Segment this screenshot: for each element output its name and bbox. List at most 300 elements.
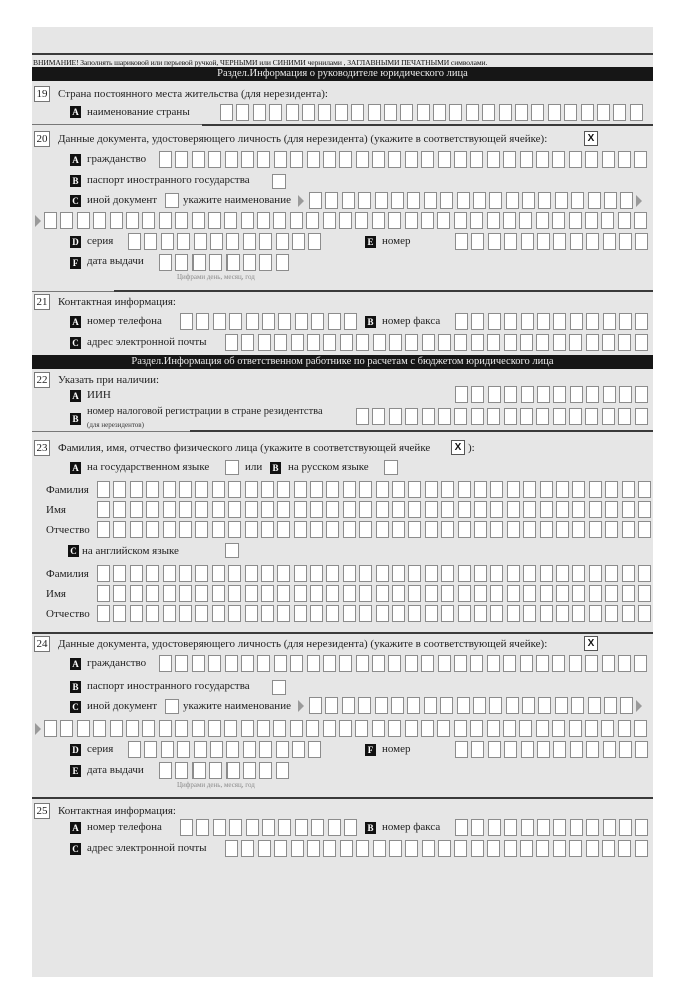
char-cell[interactable] bbox=[405, 151, 418, 168]
char-cell[interactable] bbox=[192, 151, 205, 168]
char-cell[interactable] bbox=[438, 334, 451, 351]
char-cell[interactable] bbox=[355, 212, 368, 229]
char-cell[interactable] bbox=[586, 313, 599, 330]
char-cell[interactable] bbox=[323, 655, 336, 672]
char-cell[interactable] bbox=[553, 233, 566, 250]
char-cell[interactable] bbox=[389, 408, 402, 425]
char-cell[interactable] bbox=[376, 501, 389, 518]
char-cell[interactable] bbox=[589, 521, 602, 538]
char-cell[interactable] bbox=[602, 655, 615, 672]
char-cell[interactable] bbox=[340, 334, 353, 351]
char-cell[interactable] bbox=[523, 605, 536, 622]
char-cell[interactable] bbox=[391, 192, 404, 209]
char-cell[interactable] bbox=[571, 697, 584, 714]
char-cell[interactable] bbox=[441, 521, 454, 538]
char-cell[interactable] bbox=[602, 840, 615, 857]
char-cell[interactable] bbox=[520, 334, 533, 351]
char-cell[interactable] bbox=[159, 720, 172, 737]
char-cell[interactable] bbox=[425, 605, 438, 622]
char-cell[interactable] bbox=[212, 521, 225, 538]
char-cell[interactable] bbox=[356, 408, 369, 425]
char-cell[interactable] bbox=[163, 481, 176, 498]
char-cell[interactable] bbox=[388, 655, 401, 672]
char-cell[interactable] bbox=[454, 655, 467, 672]
char-cell[interactable] bbox=[97, 585, 110, 602]
char-cell[interactable] bbox=[278, 819, 291, 836]
char-cell[interactable] bbox=[422, 334, 435, 351]
char-cell[interactable] bbox=[588, 697, 601, 714]
char-cell[interactable] bbox=[180, 313, 193, 330]
char-cell[interactable] bbox=[163, 501, 176, 518]
char-cell[interactable] bbox=[241, 720, 254, 737]
char-cell[interactable] bbox=[291, 840, 304, 857]
char-cell[interactable] bbox=[569, 334, 582, 351]
char-cell[interactable] bbox=[471, 313, 484, 330]
char-cell[interactable] bbox=[604, 697, 617, 714]
char-cell[interactable] bbox=[130, 585, 143, 602]
char-cell[interactable] bbox=[552, 212, 565, 229]
char-cell[interactable] bbox=[605, 501, 618, 518]
char-cell[interactable] bbox=[507, 585, 520, 602]
char-cell[interactable] bbox=[278, 313, 291, 330]
char-cell[interactable] bbox=[261, 481, 274, 498]
char-cell[interactable] bbox=[520, 655, 533, 672]
char-cell[interactable] bbox=[195, 605, 208, 622]
char-cell[interactable] bbox=[209, 762, 222, 779]
char-cell[interactable] bbox=[277, 585, 290, 602]
char-cell[interactable] bbox=[586, 334, 599, 351]
char-cell[interactable] bbox=[487, 334, 500, 351]
char-cell[interactable] bbox=[570, 233, 583, 250]
char-cell[interactable] bbox=[308, 741, 321, 758]
char-cell[interactable] bbox=[243, 233, 256, 250]
char-cell[interactable] bbox=[572, 481, 585, 498]
char-cell[interactable] bbox=[241, 334, 254, 351]
char-cell[interactable] bbox=[585, 408, 598, 425]
char-cell[interactable] bbox=[229, 819, 242, 836]
char-cell[interactable] bbox=[473, 192, 486, 209]
char-cell[interactable] bbox=[489, 192, 502, 209]
char-cell[interactable] bbox=[589, 605, 602, 622]
char-cell[interactable] bbox=[323, 334, 336, 351]
char-cell[interactable] bbox=[144, 741, 157, 758]
char-cell[interactable] bbox=[471, 819, 484, 836]
char-cell[interactable] bbox=[638, 565, 651, 582]
char-cell[interactable] bbox=[113, 585, 126, 602]
char-cell[interactable] bbox=[504, 819, 517, 836]
char-cell[interactable] bbox=[622, 481, 635, 498]
char-cell[interactable] bbox=[359, 521, 372, 538]
char-cell[interactable] bbox=[488, 313, 501, 330]
char-cell[interactable] bbox=[618, 212, 631, 229]
char-cell[interactable] bbox=[159, 655, 172, 672]
char-cell[interactable] bbox=[630, 104, 643, 121]
doc-name-cells-continued[interactable] bbox=[44, 720, 650, 737]
char-cell[interactable] bbox=[146, 605, 159, 622]
char-cell[interactable] bbox=[556, 481, 569, 498]
char-cell[interactable] bbox=[503, 212, 516, 229]
char-cell[interactable] bbox=[466, 104, 479, 121]
name-en-cells[interactable] bbox=[97, 585, 654, 602]
doc-name-cells[interactable] bbox=[309, 697, 637, 714]
char-cell[interactable] bbox=[440, 192, 453, 209]
char-cell[interactable] bbox=[290, 212, 303, 229]
char-cell[interactable] bbox=[146, 501, 159, 518]
char-cell[interactable] bbox=[328, 313, 341, 330]
char-cell[interactable] bbox=[487, 212, 500, 229]
char-cell[interactable] bbox=[425, 565, 438, 582]
char-cell[interactable] bbox=[368, 104, 381, 121]
char-cell[interactable] bbox=[521, 313, 534, 330]
issue-date-cells[interactable] bbox=[159, 254, 292, 271]
char-cell[interactable] bbox=[110, 720, 123, 737]
char-cell[interactable] bbox=[257, 212, 270, 229]
char-cell[interactable] bbox=[585, 151, 598, 168]
char-cell[interactable] bbox=[570, 313, 583, 330]
char-cell[interactable] bbox=[144, 233, 157, 250]
char-cell[interactable] bbox=[458, 481, 471, 498]
char-cell[interactable] bbox=[589, 585, 602, 602]
char-cell[interactable] bbox=[192, 655, 205, 672]
char-cell[interactable] bbox=[555, 697, 568, 714]
char-cell[interactable] bbox=[246, 313, 259, 330]
char-cell[interactable] bbox=[471, 840, 484, 857]
char-cell[interactable] bbox=[306, 212, 319, 229]
char-cell[interactable] bbox=[343, 501, 356, 518]
char-cell[interactable] bbox=[634, 720, 647, 737]
char-cell[interactable] bbox=[113, 501, 126, 518]
char-cell[interactable] bbox=[499, 104, 512, 121]
char-cell[interactable] bbox=[455, 313, 468, 330]
char-cell[interactable] bbox=[503, 720, 516, 737]
char-cell[interactable] bbox=[454, 151, 467, 168]
iin-cells[interactable] bbox=[455, 386, 652, 403]
char-cell[interactable] bbox=[408, 565, 421, 582]
char-cell[interactable] bbox=[344, 313, 357, 330]
char-cell[interactable] bbox=[175, 720, 188, 737]
char-cell[interactable] bbox=[454, 212, 467, 229]
char-cell[interactable] bbox=[273, 720, 286, 737]
char-cell[interactable] bbox=[605, 565, 618, 582]
char-cell[interactable] bbox=[277, 501, 290, 518]
char-cell[interactable] bbox=[226, 233, 239, 250]
char-cell[interactable] bbox=[601, 720, 614, 737]
char-cell[interactable] bbox=[60, 720, 73, 737]
char-cell[interactable] bbox=[422, 408, 435, 425]
char-cell[interactable] bbox=[311, 819, 324, 836]
char-cell[interactable] bbox=[487, 840, 500, 857]
name-cells[interactable] bbox=[97, 501, 654, 518]
char-cell[interactable] bbox=[146, 565, 159, 582]
char-cell[interactable] bbox=[540, 565, 553, 582]
char-cell[interactable] bbox=[210, 741, 223, 758]
char-cell[interactable] bbox=[408, 481, 421, 498]
char-cell[interactable] bbox=[290, 720, 303, 737]
char-cell[interactable] bbox=[307, 151, 320, 168]
char-cell[interactable] bbox=[376, 565, 389, 582]
char-cell[interactable] bbox=[553, 840, 566, 857]
russian-language-checkbox[interactable] bbox=[384, 460, 398, 475]
char-cell[interactable] bbox=[556, 605, 569, 622]
char-cell[interactable] bbox=[441, 565, 454, 582]
char-cell[interactable] bbox=[455, 819, 468, 836]
char-cell[interactable] bbox=[408, 585, 421, 602]
char-cell[interactable] bbox=[323, 720, 336, 737]
char-cell[interactable] bbox=[421, 212, 434, 229]
char-cell[interactable] bbox=[294, 585, 307, 602]
char-cell[interactable] bbox=[159, 212, 172, 229]
char-cell[interactable] bbox=[553, 334, 566, 351]
char-cell[interactable] bbox=[310, 585, 323, 602]
char-cell[interactable] bbox=[482, 104, 495, 121]
char-cell[interactable] bbox=[602, 408, 615, 425]
char-cell[interactable] bbox=[276, 233, 289, 250]
char-cell[interactable] bbox=[308, 233, 321, 250]
char-cell[interactable] bbox=[408, 501, 421, 518]
char-cell[interactable] bbox=[586, 233, 599, 250]
char-cell[interactable] bbox=[638, 605, 651, 622]
char-cell[interactable] bbox=[179, 481, 192, 498]
char-cell[interactable] bbox=[519, 212, 532, 229]
char-cell[interactable] bbox=[536, 408, 549, 425]
char-cell[interactable] bbox=[179, 605, 192, 622]
char-cell[interactable] bbox=[245, 565, 258, 582]
char-cell[interactable] bbox=[110, 212, 123, 229]
char-cell[interactable] bbox=[407, 697, 420, 714]
char-cell[interactable] bbox=[259, 233, 272, 250]
char-cell[interactable] bbox=[376, 605, 389, 622]
char-cell[interactable] bbox=[245, 605, 258, 622]
char-cell[interactable] bbox=[161, 233, 174, 250]
char-cell[interactable] bbox=[619, 741, 632, 758]
char-cell[interactable] bbox=[522, 192, 535, 209]
char-cell[interactable] bbox=[553, 741, 566, 758]
char-cell[interactable] bbox=[540, 605, 553, 622]
char-cell[interactable] bbox=[520, 840, 533, 857]
char-cell[interactable] bbox=[126, 212, 139, 229]
char-cell[interactable] bbox=[618, 720, 631, 737]
char-cell[interactable] bbox=[474, 585, 487, 602]
char-cell[interactable] bbox=[228, 501, 241, 518]
doc-name-cells[interactable] bbox=[309, 192, 637, 209]
char-cell[interactable] bbox=[487, 720, 500, 737]
char-cell[interactable] bbox=[163, 565, 176, 582]
char-cell[interactable] bbox=[487, 151, 500, 168]
char-cell[interactable] bbox=[488, 741, 501, 758]
char-cell[interactable] bbox=[192, 212, 205, 229]
char-cell[interactable] bbox=[471, 233, 484, 250]
char-cell[interactable] bbox=[540, 501, 553, 518]
char-cell[interactable] bbox=[226, 762, 240, 779]
char-cell[interactable] bbox=[619, 386, 632, 403]
char-cell[interactable] bbox=[294, 605, 307, 622]
char-cell[interactable] bbox=[622, 585, 635, 602]
char-cell[interactable] bbox=[421, 151, 434, 168]
char-cell[interactable] bbox=[60, 212, 73, 229]
char-cell[interactable] bbox=[490, 565, 503, 582]
char-cell[interactable] bbox=[422, 840, 435, 857]
char-cell[interactable] bbox=[342, 192, 355, 209]
char-cell[interactable] bbox=[634, 212, 647, 229]
char-cell[interactable] bbox=[384, 104, 397, 121]
char-cell[interactable] bbox=[44, 212, 57, 229]
char-cell[interactable] bbox=[310, 565, 323, 582]
char-cell[interactable] bbox=[262, 819, 275, 836]
char-cell[interactable] bbox=[146, 481, 159, 498]
char-cell[interactable] bbox=[335, 104, 348, 121]
char-cell[interactable] bbox=[228, 585, 241, 602]
char-cell[interactable] bbox=[373, 334, 386, 351]
series-cells[interactable] bbox=[128, 233, 325, 250]
char-cell[interactable] bbox=[195, 501, 208, 518]
char-cell[interactable] bbox=[258, 840, 271, 857]
char-cell[interactable] bbox=[437, 720, 450, 737]
char-cell[interactable] bbox=[440, 697, 453, 714]
char-cell[interactable] bbox=[146, 521, 159, 538]
char-cell[interactable] bbox=[375, 192, 388, 209]
char-cell[interactable] bbox=[325, 697, 338, 714]
char-cell[interactable] bbox=[635, 741, 648, 758]
char-cell[interactable] bbox=[372, 151, 385, 168]
char-cell[interactable] bbox=[405, 212, 418, 229]
char-cell[interactable] bbox=[277, 521, 290, 538]
char-cell[interactable] bbox=[536, 720, 549, 737]
char-cell[interactable] bbox=[537, 741, 550, 758]
char-cell[interactable] bbox=[225, 655, 238, 672]
foreign-passport-checkbox[interactable] bbox=[272, 174, 286, 189]
char-cell[interactable] bbox=[228, 605, 241, 622]
char-cell[interactable] bbox=[622, 605, 635, 622]
char-cell[interactable] bbox=[638, 481, 651, 498]
char-cell[interactable] bbox=[225, 334, 238, 351]
char-cell[interactable] bbox=[175, 254, 188, 271]
char-cell[interactable] bbox=[521, 233, 534, 250]
char-cell[interactable] bbox=[589, 565, 602, 582]
char-cell[interactable] bbox=[441, 501, 454, 518]
char-cell[interactable] bbox=[295, 819, 308, 836]
char-cell[interactable] bbox=[407, 192, 420, 209]
char-cell[interactable] bbox=[323, 151, 336, 168]
char-cell[interactable] bbox=[261, 605, 274, 622]
char-cell[interactable] bbox=[177, 741, 190, 758]
char-cell[interactable] bbox=[261, 521, 274, 538]
char-cell[interactable] bbox=[471, 741, 484, 758]
char-cell[interactable] bbox=[635, 233, 648, 250]
char-cell[interactable] bbox=[257, 151, 270, 168]
char-cell[interactable] bbox=[359, 501, 372, 518]
char-cell[interactable] bbox=[569, 212, 582, 229]
char-cell[interactable] bbox=[504, 741, 517, 758]
char-cell[interactable] bbox=[343, 481, 356, 498]
tax-registration-cells[interactable] bbox=[356, 408, 651, 425]
char-cell[interactable] bbox=[405, 720, 418, 737]
char-cell[interactable] bbox=[225, 151, 238, 168]
number-cells[interactable] bbox=[455, 233, 652, 250]
char-cell[interactable] bbox=[208, 151, 221, 168]
char-cell[interactable] bbox=[523, 565, 536, 582]
char-cell[interactable] bbox=[540, 481, 553, 498]
char-cell[interactable] bbox=[619, 233, 632, 250]
char-cell[interactable] bbox=[257, 655, 270, 672]
char-cell[interactable] bbox=[487, 655, 500, 672]
char-cell[interactable] bbox=[302, 104, 315, 121]
char-cell[interactable] bbox=[261, 585, 274, 602]
char-cell[interactable] bbox=[113, 605, 126, 622]
char-cell[interactable] bbox=[515, 104, 528, 121]
char-cell[interactable] bbox=[458, 565, 471, 582]
char-cell[interactable] bbox=[208, 212, 221, 229]
patronymic-en-cells[interactable] bbox=[97, 605, 654, 622]
char-cell[interactable] bbox=[618, 655, 631, 672]
char-cell[interactable] bbox=[438, 840, 451, 857]
char-cell[interactable] bbox=[97, 521, 110, 538]
char-cell[interactable] bbox=[306, 720, 319, 737]
char-cell[interactable] bbox=[425, 585, 438, 602]
char-cell[interactable] bbox=[228, 521, 241, 538]
char-cell[interactable] bbox=[392, 501, 405, 518]
char-cell[interactable] bbox=[581, 104, 594, 121]
char-cell[interactable] bbox=[455, 233, 468, 250]
char-cell[interactable] bbox=[356, 655, 369, 672]
char-cell[interactable] bbox=[552, 151, 565, 168]
char-cell[interactable] bbox=[351, 104, 364, 121]
char-cell[interactable] bbox=[391, 697, 404, 714]
char-cell[interactable] bbox=[537, 819, 550, 836]
char-cell[interactable] bbox=[635, 334, 648, 351]
char-cell[interactable] bbox=[588, 192, 601, 209]
char-cell[interactable] bbox=[536, 655, 549, 672]
char-cell[interactable] bbox=[618, 840, 631, 857]
char-cell[interactable] bbox=[339, 720, 352, 737]
char-cell[interactable] bbox=[490, 521, 503, 538]
char-cell[interactable] bbox=[224, 212, 237, 229]
char-cell[interactable] bbox=[504, 313, 517, 330]
char-cell[interactable] bbox=[359, 565, 372, 582]
char-cell[interactable] bbox=[93, 212, 106, 229]
char-cell[interactable] bbox=[470, 655, 483, 672]
fax-cells[interactable] bbox=[455, 313, 652, 330]
char-cell[interactable] bbox=[163, 605, 176, 622]
doc-name-cells-continued[interactable] bbox=[44, 212, 650, 229]
char-cell[interactable] bbox=[556, 501, 569, 518]
char-cell[interactable] bbox=[220, 104, 233, 121]
char-cell[interactable] bbox=[277, 605, 290, 622]
char-cell[interactable] bbox=[311, 313, 324, 330]
char-cell[interactable] bbox=[488, 819, 501, 836]
char-cell[interactable] bbox=[376, 481, 389, 498]
char-cell[interactable] bbox=[309, 697, 322, 714]
char-cell[interactable] bbox=[605, 585, 618, 602]
char-cell[interactable] bbox=[343, 605, 356, 622]
char-cell[interactable] bbox=[589, 481, 602, 498]
char-cell[interactable] bbox=[634, 655, 647, 672]
char-cell[interactable] bbox=[569, 408, 582, 425]
char-cell[interactable] bbox=[192, 254, 206, 271]
char-cell[interactable] bbox=[507, 565, 520, 582]
char-cell[interactable] bbox=[536, 151, 549, 168]
char-cell[interactable] bbox=[638, 585, 651, 602]
char-cell[interactable] bbox=[405, 840, 418, 857]
char-cell[interactable] bbox=[425, 501, 438, 518]
char-cell[interactable] bbox=[553, 819, 566, 836]
char-cell[interactable] bbox=[376, 521, 389, 538]
char-cell[interactable] bbox=[142, 720, 155, 737]
char-cell[interactable] bbox=[454, 840, 467, 857]
char-cell[interactable] bbox=[603, 233, 616, 250]
char-cell[interactable] bbox=[449, 104, 462, 121]
char-cell[interactable] bbox=[589, 501, 602, 518]
char-cell[interactable] bbox=[274, 151, 287, 168]
